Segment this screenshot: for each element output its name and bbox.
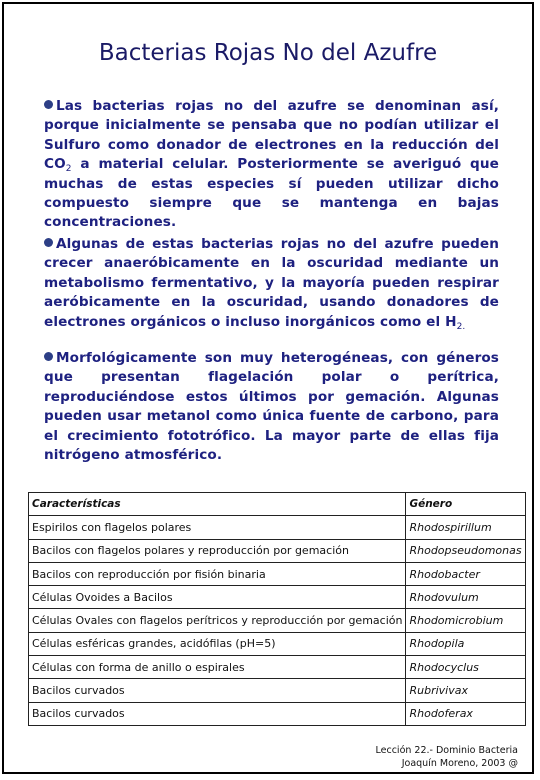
table-row: [29, 516, 526, 539]
table-row: [29, 562, 526, 585]
paragraph-2-text: Algunas de estas bacterias rojas no del azufre pueden crecer anaeróbicamente en la oscuridad mediante un metabolismo fermentativo, y la mayoría pueden respirar aeróbicamente en la oscuridad, usando donadores de electrones orgánicos o incluso inorgánicos como el H: [44, 236, 499, 330]
genus-cell: Rubrivivax: [406, 679, 525, 702]
h2-subscript: 2.: [456, 321, 466, 332]
bullet-icon: [44, 238, 53, 247]
table-row: [29, 609, 526, 632]
paragraph-1: [44, 97, 499, 233]
genus-cell: Rhodopseudomonas: [406, 539, 525, 562]
characteristic-cell: Células Ovoides a Bacilos: [29, 586, 406, 609]
header-characteristics: Características: [29, 493, 406, 516]
table-row: [29, 679, 526, 702]
genera-table: [28, 492, 526, 726]
characteristic-cell: Células esféricas grandes, acidófilas (pH=5): [29, 632, 406, 655]
genus-cell: Rhodomicrobium: [406, 609, 525, 632]
paragraph-3: [44, 349, 499, 465]
genus-cell: Rhodocyclus: [406, 656, 525, 679]
footer-credits: [376, 744, 518, 770]
bullet-icon: [44, 352, 53, 361]
characteristic-cell: Bacilos con reproducción por fisión binaria: [29, 562, 406, 585]
paragraph-2: [44, 235, 499, 332]
genus-cell: Rhodospirillum: [406, 516, 525, 539]
characteristic-cell: Células con forma de anillo o espirales: [29, 656, 406, 679]
table-row: [29, 656, 526, 679]
characteristic-cell: Bacilos con flagelos polares y reproducción por gemación: [29, 539, 406, 562]
footer-author: Joaquín Moreno, 2003 @: [401, 758, 518, 769]
paragraph-1-text-b: a material celular. Posteriormente se averiguó que muchas de estas especies sí pueden utilizar dicho compuesto siempre que se mantenga en bajas concentraciones.: [44, 156, 499, 231]
characteristic-cell: Bacilos curvados: [29, 679, 406, 702]
genus-cell: Rhodoferax: [406, 702, 525, 725]
genus-cell: Rhodopila: [406, 632, 525, 655]
characteristic-cell: Espirilos con flagelos polares: [29, 516, 406, 539]
genus-cell: Rhodovulum: [406, 586, 525, 609]
table-row: [29, 632, 526, 655]
page-title: Bacterias Rojas No del Azufre: [98, 40, 438, 66]
characteristic-cell: Células Ovales con flagelos perítricos y reproducción por gemación: [29, 609, 406, 632]
table-row: [29, 586, 526, 609]
table-row: [29, 702, 526, 725]
header-genus: Género: [406, 493, 525, 516]
footer-lesson: Lección 22.- Dominio Bacteria: [375, 745, 518, 756]
page-frame: [2, 2, 534, 774]
paragraph-3-text: Morfológicamente son muy heterogéneas, con géneros que presentan flagelación polar o perítrica, reproduciéndose estos últimos por gemación. Algunas pueden usar metanol como única fuente de carbono, para el crecimiento fototrófico. La mayor parte de ellas fija nitrógeno atmosférico.: [44, 350, 499, 464]
characteristic-cell: Bacilos curvados: [29, 702, 406, 725]
bullet-icon: [44, 100, 53, 109]
genus-cell: Rhodobacter: [406, 562, 525, 585]
co2-subscript: 2: [65, 164, 72, 175]
table-header-row: [29, 493, 526, 516]
table-row: [29, 539, 526, 562]
paragraph-1-text-a: Las bacterias rojas no del azufre se denominan así, porque inicialmente se pensaba que no podían utilizar el Sulfuro como donador de electrones en la reducción del CO: [44, 98, 499, 173]
